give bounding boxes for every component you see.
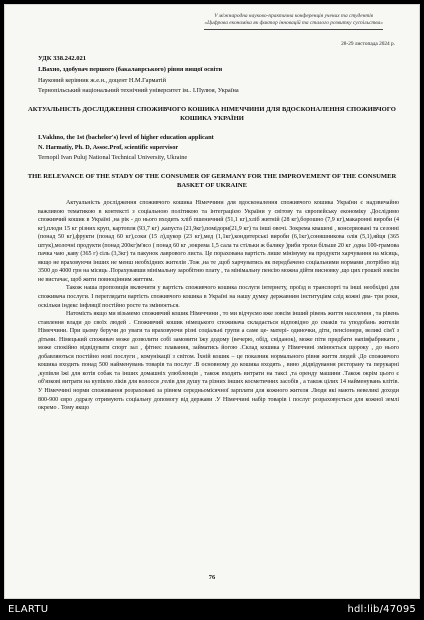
paragraph-3: Натомість якщо ми візьмемо споживчий кошик Німеччини , то ми відчуємо вже зовсім інший рівень життя населення , та рівень ставлення влади до своїх людей . Споживчий кошик німецького споживача складається відповідно до смаків та уподобань жителів Німеччини. При цьому беручи до уваги та враховуючи різні соціальні групи а саме це- матері- одиночки, діти, пенсіонери, великі сім'ї з дітьми. Німецький споживач може дозволити собі замовити їжу додому (вечерю, обід, сніданок), може піти придбати напівфабрикати , може спокійно відвідувати спорт зал , фітнес плавання, займатись йогою .Склад кошика у Німеччині змінюється щороку , до нього добавляються постійно нові послуги , комунікації з світом. Їхній кошик – це показник нормального рівня життя людей .До споживчого кошика входить понад 500 найменувань товарів та послуг .В основному до кошика входять , вино ,відвідування ресторану та перукарні ,купівля їжі для котів собак та інших домашніх улюбленців , також входять витрати на таксі ,та оренду машини .Також окрім цього є об'язкові витрати на купівлю ліків для волосся ,гелів для душу та різних інших косметичних засобів , а також цілих 14 найменувань клітів. У Німеччині норми споживання розраховані за рівнем середньомісячної зарплати для кожного жителя .Люди які мають невеликі доходи 800-900 євро ,одразу отримують соціальну допомогу від держави .У Німеччині набір товарів і послуг розраховується для кожної землі окремо . Тому якщо [38,311,399,412]
affiliation-uk: Тернопільський національний технічний університет ім.. І.Пулюя, Україна [38,87,239,94]
running-header-line2: «Цифрова економіка як фактор інновацій та сталого розвитку суспільства» [204,20,383,26]
udc-code: УДК 338.242.021 [38,55,87,62]
document-page [4,4,420,599]
title-uk: АКТУАЛЬНІСТЬ ДОСЛІДЖЕННЯ СПОЖИВЧОГО КОШИКА НІМЕЧЧИНИ ДЛЯ ВДОСКОНАЛЕННЯ СПОЖИВЧОГО КОШИКА УКРАЇНИ [28,106,396,122]
affiliation-en: Ternopil Ivan Puluj National Technical University, Ukraine [38,154,188,161]
author-en: I.Vakhno, the 1st (bachelor's) level of higher education applicant [38,134,214,141]
footer-repository-name: ELARTU [8,604,49,615]
header-rule [204,29,383,30]
paragraph-2: Також наша пропозиція включити у вартість споживчого кошика послуги інтернету, проїзд в транспорті та інші необхідні для споживача послуги. І переглядати вартість споживчого кошика в Україні на нашу думку державним інституціям слід кожні два- три роки, оскільки індекс інфляції постійно росте та змінюється. [38,285,399,309]
conference-date: 28-29 листопада 2024 р. [341,41,395,47]
running-header-line1: V міжнародна науково-практична конференція учених та студентів [214,13,374,19]
paragraph-1: Актуальність дослідження споживчого кошика Німеччини для вдосконалення споживчого кошика України є надзвичайно важливою тематикою в контексті з соціальною політикою та інтеграцією України у світову та європейську економіку .Дослідимо споживчий кошик в Україні ,на рік - до нього входить хліб пшеничний (51,1 кг),хліб житній (28 кг),борошно (7,9 кг),макаронні вироби (4 кг),плоди 15 кг різних круп, картопля (93,7 кг) ,капуста (21,9кг),помідори(21,9 кг) та інші овочі. Зокрема квашені , консервовані та сезонні (понад 50 кг),фрукти (понад 60 кг),соки (15 л),цукор (23 кг),мед (1,1кг),кондитерські вироби (6,1кг),соняшникова олія (5,1),яйця (365 штук),молочні продукти (понад 200кг)м'ясо ( понад 60 кг ,зокрема 1,5 сала та стільки ж балику )риби трохи більше 20 кг ,одна 100-грамова пачка чаю ,каву (365 г) сіль (3,3кг) та пакунок лаврового листа. Це порахована вартість лише мінімуму на продукти харчування на місяць, якщо не враховуючи інших не менш необхідних жителів .Тож ,на те ,щоб харчуватись як передбачено соціальними нормами ,потрібно від 3500 до 4000 грн на місяць .Порахувавши мінімальну заробітню плату , та мінімальну пенсію можна дійти висновку ,що цих грошей зовсім не вистачає, щоб жити повноцінним життям. [38,200,399,283]
supervisor-uk: Науковий керівник ж.е.н., доцент Н.М.Гарматій [38,77,166,84]
body-text [38,199,399,413]
author-uk: І.Вахно, здобувач першого (бакалаврського) рівня вищої освіти [38,66,223,73]
footer-handle: hdl:lib/47095 [347,604,416,615]
page-number: 76 [208,574,216,581]
supervisor-en: N. Harmatiy, Ph. D, Assoc.Prof, scientific supervisor [38,144,179,151]
running-header [204,13,383,30]
title-en: THE RELEVANCE OF THE STADY OF THE CONSUMER OF GERMANY FOR THE IMPROVEMENT OF THE CONSUMER BASKET OF UKRAINE [27,173,397,189]
